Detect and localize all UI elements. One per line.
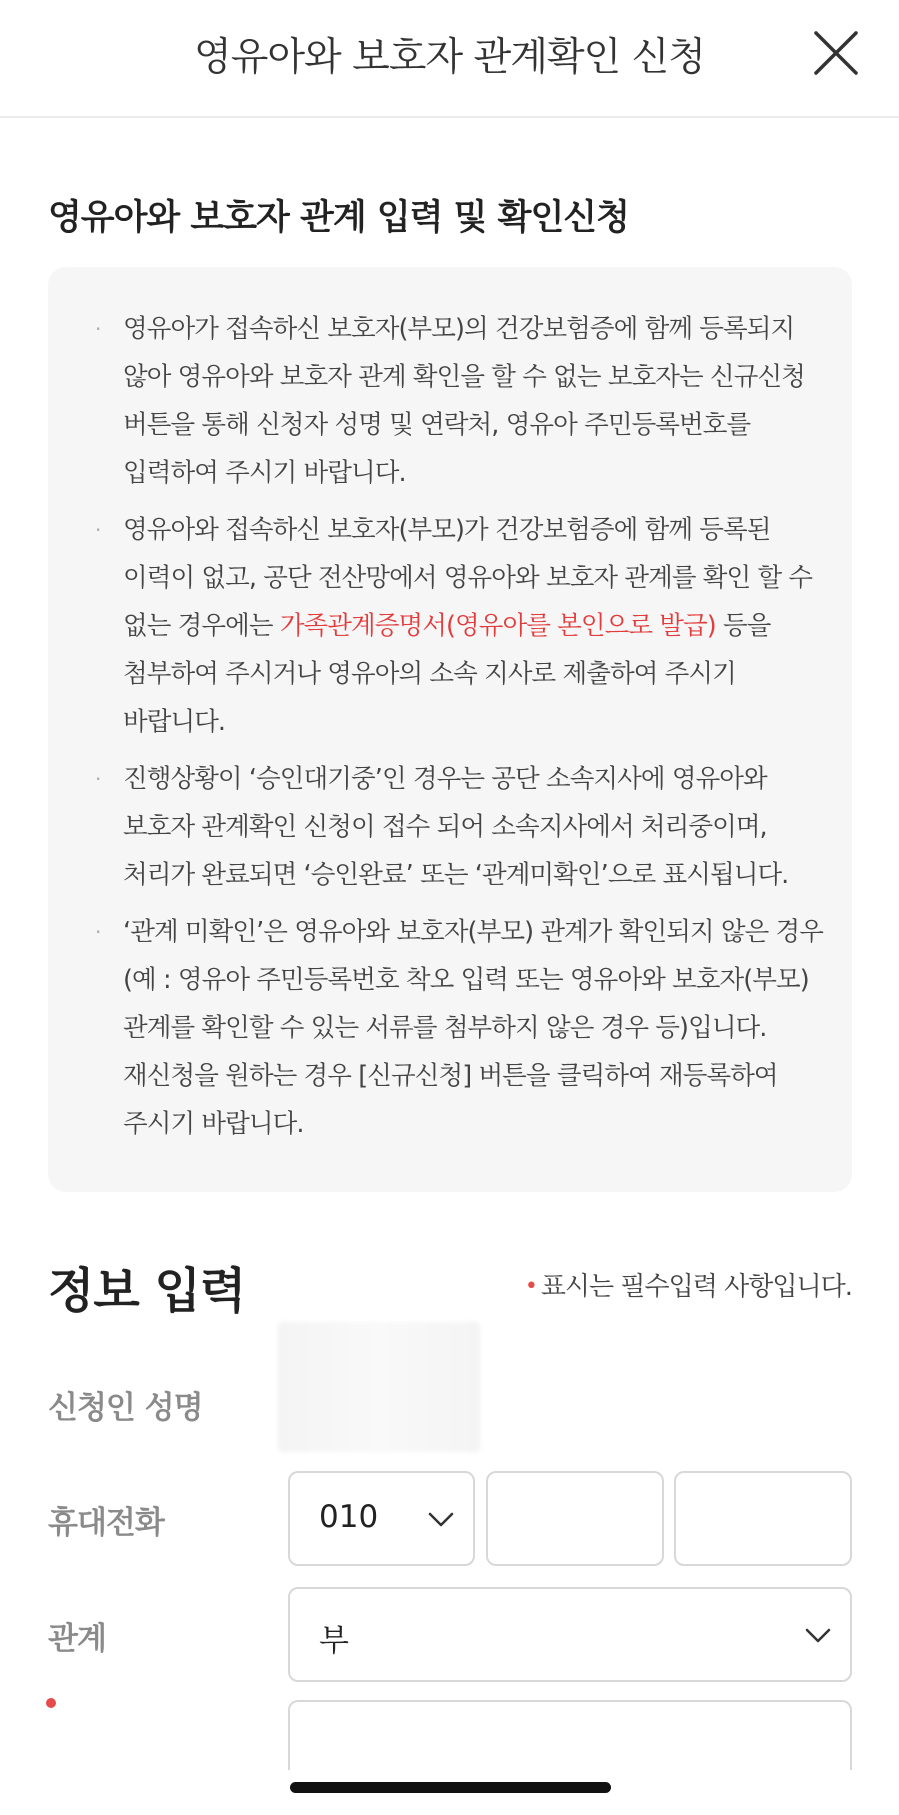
- notice-text: 등을 첨부하여 주시거나 영유아의 소속 지사로 제출하여 주시기 바랍니다.: [123, 611, 771, 737]
- notice-list: [95, 305, 824, 1157]
- required-note-text: 표시는 필수입력 사항입니다.: [540, 1272, 852, 1302]
- phone-prefix-value: 010: [319, 1499, 379, 1535]
- bullet-icon: ·: [95, 317, 101, 341]
- notice-text: ‘관계 미확인’은 영유아와 보호자(부모) 관계가 확인되지 않은 경우(예 : 영유아 주민등록번호 착오 입력 또는 영유아와 보호자(부모) 관계를 확인할 수 있는 서류를 첨부하지 않은 경우 등)입니다. 재신청을 원하는 경우 [신규신청] 버튼을 클릭하여 재등록하여 주시기 바랍니다.: [123, 917, 824, 1139]
- applicant-name-value: [278, 1322, 480, 1452]
- notice-text: 영유아가 접속하신 보호자(부모)의 건강보험증에 함께 등록되지 않아 영유아와 보호자 관계 확인을 할 수 없는 보호자는 신규신청 버튼을 통해 신청자 성명 및 연락처, 영유아 주민등록번호를 입력하여 주시기 바랍니다.: [123, 314, 805, 488]
- notice-highlight: 가족관계증명서(영유아를 본인으로 발급): [279, 611, 716, 641]
- notice-text: 영유아와 접속하신 보호자(부모)가 건강보험증에 함께 등록된 이력이 없고, 공단 전산망에서 영유아와 보호자 관계를 확인 할 수 없는 경우에는: [123, 515, 813, 641]
- notice-text: 진행상황이 ‘승인대기중’인 경우는 공단 소속지사에 영유아와 보호자 관계확인 신청이 접수 되어 소속지사에서 처리중이며, 처리가 완료되면 ‘승인완료’ 또는 ‘관계미확인’으로 표시됩니다.: [123, 764, 789, 890]
- notice-item: [95, 908, 824, 1148]
- next-field-input[interactable]: [288, 1700, 852, 1770]
- required-note: [525, 1266, 852, 1303]
- info-section-title: 정보 입력: [48, 1263, 246, 1319]
- bullet-icon: ·: [95, 920, 101, 944]
- section-title: 영유아와 보호자 관계 입력 및 확인신청: [48, 198, 629, 238]
- notice-box: [48, 267, 852, 1192]
- chevron-down-icon: [427, 1509, 455, 1531]
- page-title: 영유아와 보호자 관계확인 신청: [194, 35, 705, 80]
- phone-label: 휴대전화: [48, 1505, 164, 1541]
- relation-select[interactable]: [288, 1587, 852, 1682]
- home-indicator[interactable]: [290, 1782, 611, 1793]
- bullet-icon: ·: [95, 767, 101, 791]
- header-bar: [0, 0, 899, 118]
- relation-value: 부: [319, 1623, 349, 1659]
- bullet-icon: ·: [95, 518, 101, 542]
- required-dot-icon: •: [524, 1274, 537, 1299]
- chevron-down-icon: [804, 1625, 832, 1647]
- required-marker: [46, 1698, 56, 1708]
- phone-prefix-select[interactable]: [288, 1471, 475, 1566]
- close-icon: [813, 30, 859, 76]
- phone-middle-input[interactable]: [486, 1471, 664, 1566]
- notice-item: [95, 755, 823, 899]
- notice-item: [95, 305, 823, 497]
- relation-label: 관계: [48, 1621, 106, 1657]
- close-button[interactable]: [813, 30, 859, 76]
- applicant-name-label: 신청인 성명: [48, 1390, 203, 1426]
- phone-last-input[interactable]: [674, 1471, 852, 1566]
- notice-item: [95, 506, 823, 746]
